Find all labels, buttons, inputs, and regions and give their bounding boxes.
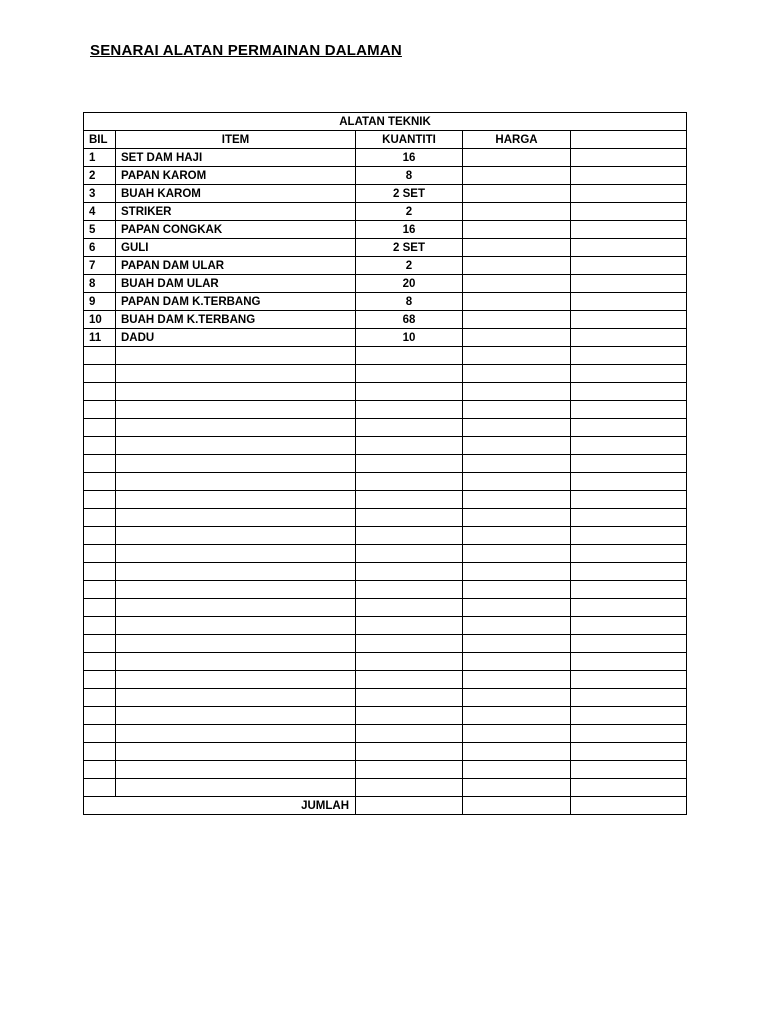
cell-item[interactable]: [116, 707, 356, 725]
cell-bil[interactable]: [84, 365, 116, 383]
table-row: [84, 311, 687, 329]
cell-bil[interactable]: [84, 761, 116, 779]
cell-extra[interactable]: [571, 419, 687, 437]
cell-kuantiti[interactable]: [356, 437, 463, 455]
cell-bil[interactable]: [84, 473, 116, 491]
cell-extra[interactable]: [571, 779, 687, 797]
cell-harga[interactable]: [463, 347, 571, 365]
cell-kuantiti[interactable]: [356, 689, 463, 707]
cell-item[interactable]: [116, 437, 356, 455]
table-row: [84, 239, 687, 257]
table-row: [84, 275, 687, 293]
header-extra: [571, 131, 687, 149]
header-item: ITEM: [116, 131, 356, 149]
cell-harga[interactable]: [463, 527, 571, 545]
cell-item[interactable]: [116, 563, 356, 581]
cell-item[interactable]: [116, 491, 356, 509]
cell-item[interactable]: [116, 365, 356, 383]
cell-item[interactable]: [116, 383, 356, 401]
cell-bil[interactable]: [84, 491, 116, 509]
equipment-table: [83, 112, 687, 815]
cell-harga[interactable]: [463, 491, 571, 509]
empty-row: [84, 707, 687, 725]
cell-extra[interactable]: [571, 653, 687, 671]
cell-item[interactable]: [116, 545, 356, 563]
cell-bil[interactable]: [84, 545, 116, 563]
cell-bil[interactable]: [84, 383, 116, 401]
cell-extra[interactable]: [571, 239, 687, 257]
table-row: [84, 221, 687, 239]
cell-extra[interactable]: [571, 401, 687, 419]
cell-item[interactable]: [116, 635, 356, 653]
cell-extra[interactable]: [571, 707, 687, 725]
cell-harga[interactable]: [463, 761, 571, 779]
cell-bil[interactable]: [84, 563, 116, 581]
empty-row: [84, 689, 687, 707]
empty-row: [84, 743, 687, 761]
cell-item[interactable]: [116, 509, 356, 527]
cell-kuantiti[interactable]: [356, 545, 463, 563]
cell-extra[interactable]: [571, 149, 687, 167]
cell-item[interactable]: [116, 761, 356, 779]
cell-bil[interactable]: [84, 527, 116, 545]
cell-kuantiti[interactable]: [356, 743, 463, 761]
cell-extra[interactable]: [571, 383, 687, 401]
cell-harga[interactable]: [463, 221, 571, 239]
cell-harga[interactable]: [463, 671, 571, 689]
cell-kuantiti[interactable]: [356, 401, 463, 419]
cell-kuantiti[interactable]: [356, 635, 463, 653]
cell-extra[interactable]: [571, 293, 687, 311]
cell-harga[interactable]: [463, 509, 571, 527]
cell-harga[interactable]: [463, 365, 571, 383]
cell-item: PAPAN DAM K.TERBANG: [116, 293, 356, 311]
cell-kuantiti[interactable]: [356, 617, 463, 635]
table-body: [84, 149, 687, 797]
empty-row: [84, 581, 687, 599]
empty-row: [84, 545, 687, 563]
cell-bil[interactable]: [84, 437, 116, 455]
empty-row: [84, 761, 687, 779]
cell-extra[interactable]: [571, 437, 687, 455]
cell-bil: 6: [84, 239, 116, 257]
cell-extra[interactable]: [571, 347, 687, 365]
empty-row: [84, 563, 687, 581]
cell-bil[interactable]: [84, 671, 116, 689]
cell-extra[interactable]: [571, 563, 687, 581]
cell-harga[interactable]: [463, 239, 571, 257]
total-harga-cell[interactable]: [463, 797, 571, 815]
cell-harga[interactable]: [463, 563, 571, 581]
cell-bil: 7: [84, 257, 116, 275]
cell-bil: 5: [84, 221, 116, 239]
empty-row: [84, 671, 687, 689]
cell-extra[interactable]: [571, 527, 687, 545]
empty-row: [84, 419, 687, 437]
cell-kuantiti: 16: [356, 221, 463, 239]
cell-harga[interactable]: [463, 725, 571, 743]
cell-extra[interactable]: [571, 689, 687, 707]
cell-harga[interactable]: [463, 545, 571, 563]
cell-extra[interactable]: [571, 545, 687, 563]
empty-row: [84, 617, 687, 635]
cell-item[interactable]: [116, 473, 356, 491]
cell-item: PAPAN KAROM: [116, 167, 356, 185]
table-row: [84, 329, 687, 347]
cell-extra[interactable]: [571, 329, 687, 347]
cell-harga[interactable]: [463, 473, 571, 491]
empty-row: [84, 509, 687, 527]
cell-bil[interactable]: [84, 419, 116, 437]
cell-item: GULI: [116, 239, 356, 257]
cell-extra[interactable]: [571, 311, 687, 329]
cell-bil[interactable]: [84, 455, 116, 473]
cell-kuantiti[interactable]: [356, 347, 463, 365]
cell-item[interactable]: [116, 617, 356, 635]
cell-bil[interactable]: [84, 347, 116, 365]
cell-bil[interactable]: [84, 401, 116, 419]
table-caption: ALATAN TEKNIK: [84, 113, 687, 131]
cell-bil[interactable]: [84, 509, 116, 527]
cell-extra[interactable]: [571, 509, 687, 527]
cell-item[interactable]: [116, 725, 356, 743]
cell-harga[interactable]: [463, 635, 571, 653]
cell-bil: 10: [84, 311, 116, 329]
cell-kuantiti[interactable]: [356, 527, 463, 545]
cell-item[interactable]: [116, 527, 356, 545]
cell-extra[interactable]: [571, 599, 687, 617]
empty-row: [84, 437, 687, 455]
empty-row: [84, 491, 687, 509]
cell-harga[interactable]: [463, 311, 571, 329]
cell-item[interactable]: [116, 581, 356, 599]
empty-row: [84, 599, 687, 617]
empty-row: [84, 653, 687, 671]
table-row: [84, 167, 687, 185]
cell-extra[interactable]: [571, 185, 687, 203]
cell-item[interactable]: [116, 599, 356, 617]
cell-item[interactable]: [116, 779, 356, 797]
table-row: [84, 293, 687, 311]
cell-harga[interactable]: [463, 779, 571, 797]
empty-row: [84, 779, 687, 797]
cell-kuantiti[interactable]: [356, 563, 463, 581]
cell-harga[interactable]: [463, 329, 571, 347]
cell-kuantiti[interactable]: [356, 653, 463, 671]
cell-extra[interactable]: [571, 617, 687, 635]
cell-harga[interactable]: [463, 707, 571, 725]
cell-harga[interactable]: [463, 383, 571, 401]
cell-harga[interactable]: [463, 401, 571, 419]
cell-harga[interactable]: [463, 689, 571, 707]
total-extra-cell[interactable]: [571, 797, 687, 815]
cell-kuantiti: 8: [356, 167, 463, 185]
table-row: [84, 257, 687, 275]
header-harga: HARGA: [463, 131, 571, 149]
cell-kuantiti[interactable]: [356, 473, 463, 491]
cell-item: SET DAM HAJI: [116, 149, 356, 167]
cell-harga[interactable]: [463, 653, 571, 671]
cell-item[interactable]: [116, 689, 356, 707]
cell-item: PAPAN DAM ULAR: [116, 257, 356, 275]
cell-kuantiti: 8: [356, 293, 463, 311]
cell-kuantiti[interactable]: [356, 779, 463, 797]
cell-item: BUAH DAM K.TERBANG: [116, 311, 356, 329]
cell-kuantiti: 2: [356, 203, 463, 221]
cell-bil[interactable]: [84, 581, 116, 599]
empty-row: [84, 473, 687, 491]
cell-bil: 1: [84, 149, 116, 167]
cell-extra[interactable]: [571, 221, 687, 239]
cell-harga[interactable]: [463, 149, 571, 167]
cell-kuantiti[interactable]: [356, 599, 463, 617]
cell-extra[interactable]: [571, 203, 687, 221]
cell-kuantiti[interactable]: [356, 419, 463, 437]
cell-bil[interactable]: [84, 779, 116, 797]
cell-item[interactable]: [116, 401, 356, 419]
cell-bil[interactable]: [84, 707, 116, 725]
empty-row: [84, 527, 687, 545]
cell-kuantiti[interactable]: [356, 509, 463, 527]
cell-bil: 11: [84, 329, 116, 347]
cell-kuantiti[interactable]: [356, 365, 463, 383]
cell-harga[interactable]: [463, 599, 571, 617]
cell-extra[interactable]: [571, 257, 687, 275]
cell-kuantiti: 2 SET: [356, 185, 463, 203]
table-caption-row: [84, 113, 687, 131]
cell-kuantiti: 20: [356, 275, 463, 293]
cell-bil[interactable]: [84, 725, 116, 743]
cell-harga[interactable]: [463, 581, 571, 599]
cell-kuantiti: 16: [356, 149, 463, 167]
cell-extra[interactable]: [571, 761, 687, 779]
cell-item[interactable]: [116, 455, 356, 473]
table-row: [84, 185, 687, 203]
cell-bil[interactable]: [84, 635, 116, 653]
cell-extra[interactable]: [571, 167, 687, 185]
cell-bil[interactable]: [84, 653, 116, 671]
cell-harga[interactable]: [463, 437, 571, 455]
cell-harga[interactable]: [463, 167, 571, 185]
cell-extra[interactable]: [571, 455, 687, 473]
cell-extra[interactable]: [571, 725, 687, 743]
cell-kuantiti[interactable]: [356, 383, 463, 401]
empty-row: [84, 455, 687, 473]
table-header-row: [84, 131, 687, 149]
cell-bil: 2: [84, 167, 116, 185]
cell-harga[interactable]: [463, 455, 571, 473]
cell-extra[interactable]: [571, 743, 687, 761]
empty-row: [84, 347, 687, 365]
cell-bil: 8: [84, 275, 116, 293]
cell-kuantiti[interactable]: [356, 491, 463, 509]
cell-kuantiti[interactable]: [356, 707, 463, 725]
cell-kuantiti[interactable]: [356, 761, 463, 779]
empty-row: [84, 635, 687, 653]
cell-harga[interactable]: [463, 203, 571, 221]
cell-kuantiti: 10: [356, 329, 463, 347]
cell-harga[interactable]: [463, 743, 571, 761]
cell-bil: 9: [84, 293, 116, 311]
cell-harga[interactable]: [463, 293, 571, 311]
cell-kuantiti[interactable]: [356, 455, 463, 473]
cell-kuantiti[interactable]: [356, 671, 463, 689]
cell-bil[interactable]: [84, 599, 116, 617]
cell-bil[interactable]: [84, 743, 116, 761]
cell-item: STRIKER: [116, 203, 356, 221]
cell-bil: 3: [84, 185, 116, 203]
total-kuantiti-cell[interactable]: [356, 797, 463, 815]
cell-extra[interactable]: [571, 581, 687, 599]
cell-bil[interactable]: [84, 689, 116, 707]
cell-extra[interactable]: [571, 635, 687, 653]
cell-extra[interactable]: [571, 365, 687, 383]
cell-item[interactable]: [116, 347, 356, 365]
cell-kuantiti: 2: [356, 257, 463, 275]
cell-item[interactable]: [116, 671, 356, 689]
header-bil: BIL: [84, 131, 116, 149]
table-row: [84, 149, 687, 167]
cell-item: BUAH DAM ULAR: [116, 275, 356, 293]
empty-row: [84, 383, 687, 401]
cell-kuantiti[interactable]: [356, 581, 463, 599]
cell-item: DADU: [116, 329, 356, 347]
cell-extra[interactable]: [571, 473, 687, 491]
cell-kuantiti: 2 SET: [356, 239, 463, 257]
cell-harga[interactable]: [463, 275, 571, 293]
total-label: JUMLAH: [84, 797, 356, 815]
table-row: [84, 203, 687, 221]
cell-kuantiti[interactable]: [356, 725, 463, 743]
cell-extra[interactable]: [571, 491, 687, 509]
cell-item[interactable]: [116, 419, 356, 437]
cell-extra[interactable]: [571, 275, 687, 293]
empty-row: [84, 365, 687, 383]
cell-harga[interactable]: [463, 257, 571, 275]
cell-extra[interactable]: [571, 671, 687, 689]
cell-item[interactable]: [116, 743, 356, 761]
cell-item: PAPAN CONGKAK: [116, 221, 356, 239]
cell-harga[interactable]: [463, 185, 571, 203]
cell-item[interactable]: [116, 653, 356, 671]
cell-item: BUAH KAROM: [116, 185, 356, 203]
page-title: SENARAI ALATAN PERMAINAN DALAMAN: [90, 42, 402, 59]
cell-bil: 4: [84, 203, 116, 221]
cell-harga[interactable]: [463, 419, 571, 437]
empty-row: [84, 401, 687, 419]
empty-row: [84, 725, 687, 743]
cell-bil[interactable]: [84, 617, 116, 635]
header-kuantiti: KUANTITI: [356, 131, 463, 149]
cell-harga[interactable]: [463, 617, 571, 635]
cell-kuantiti: 68: [356, 311, 463, 329]
total-row: [84, 797, 687, 815]
